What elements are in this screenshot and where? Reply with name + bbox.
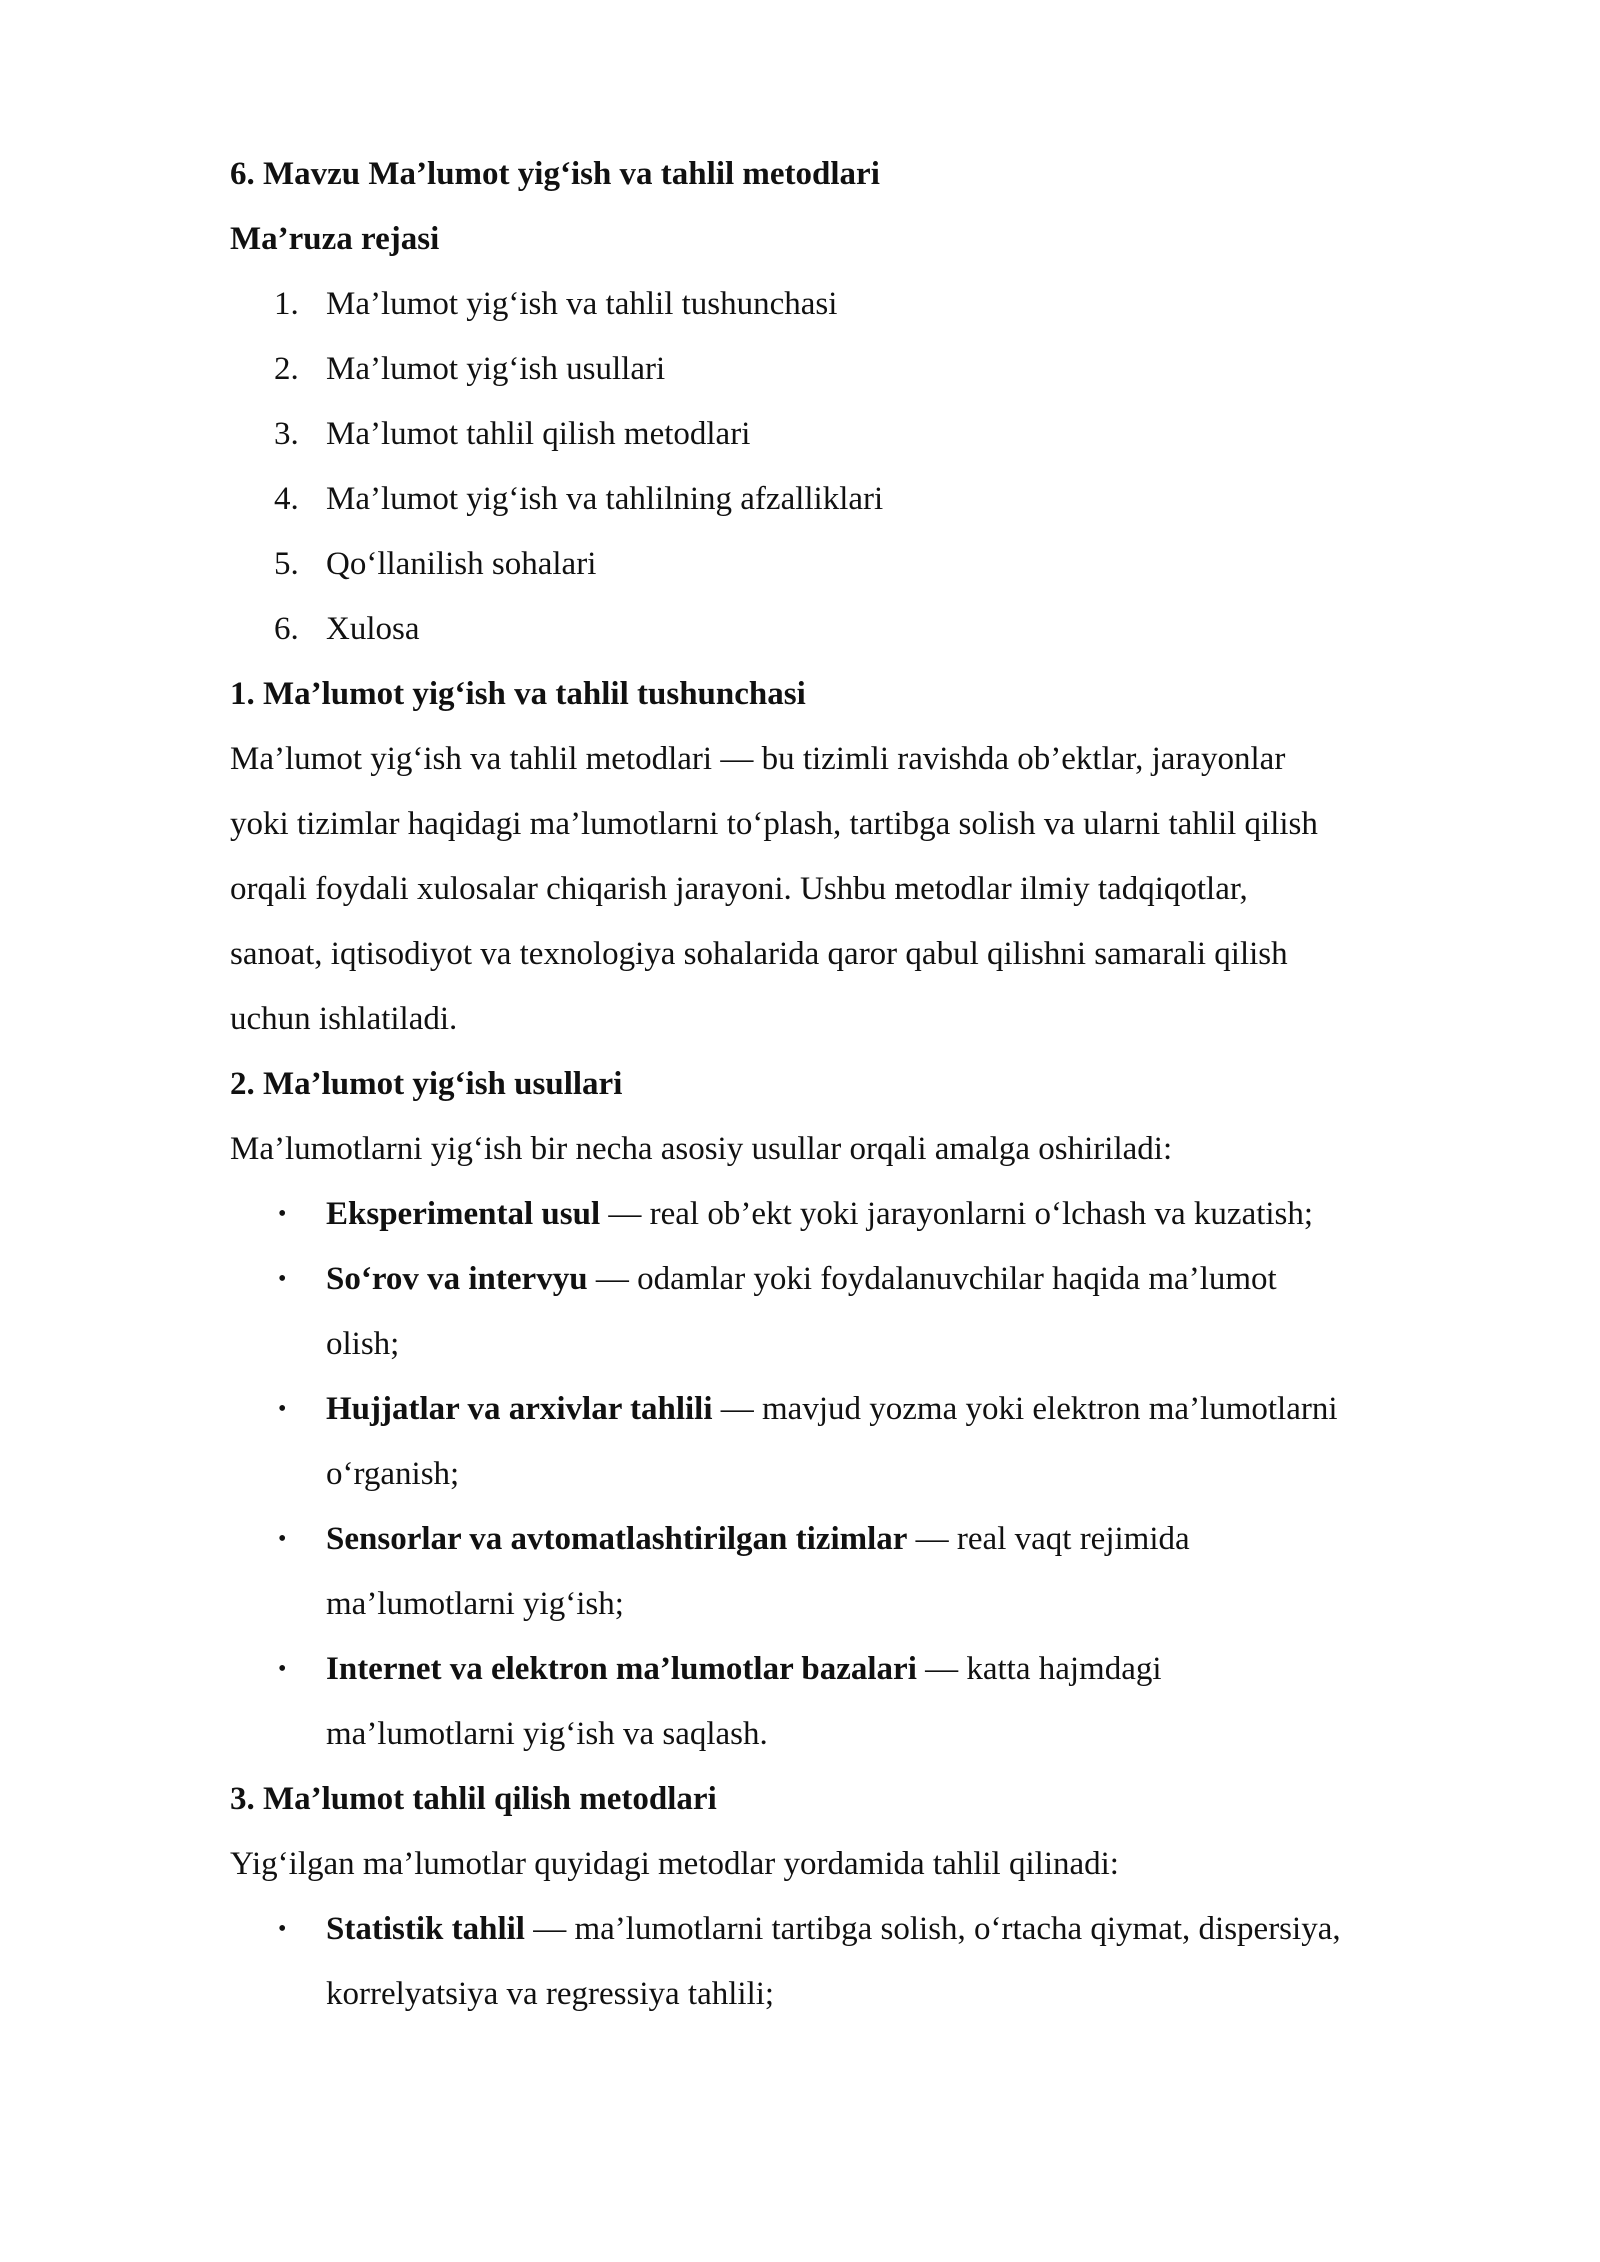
plan-list (230, 272, 1490, 662)
bullet-item (230, 1507, 1490, 1637)
bullet-text-continuation: ma’lumotlarni yig‘ish va saqlash. (326, 1716, 768, 1752)
bullet-item (230, 1637, 1490, 1767)
bullet-text: — ma’lumotlarni tartibga solish, o‘rtacha qiymat, dispersiya, (524, 1911, 1341, 1947)
plan-item-number: 1. (274, 286, 299, 322)
document-content (230, 142, 1490, 2027)
plan-item (230, 402, 1490, 467)
plan-item (230, 272, 1490, 337)
paragraph-line: orqali foydali xulosalar chiqarish jarayoni. Ushbu metodlar ilmiy tadqiqotlar, (230, 871, 1248, 907)
plan-item-number: 5. (274, 546, 299, 582)
section-3-heading: 3. Ma’lumot tahlil qilish metodlari (230, 1781, 717, 1817)
bullet-term: Internet va elektron ma’lumotlar bazalari (326, 1651, 917, 1687)
plan-item (230, 467, 1490, 532)
paragraph-line: yoki tizimlar haqidagi ma’lumotlarni to‘plash, tartibga solish va ularni tahlil qilish (230, 806, 1318, 842)
bullet-text-continuation: o‘rganish; (326, 1456, 460, 1492)
plan-item-text: Ma’lumot yig‘ish va tahlilning afzalliklari (326, 481, 884, 517)
plan-item-number: 2. (274, 351, 299, 387)
paragraph-line: sanoat, iqtisodiyot va texnologiya sohalarida qaror qabul qilishni samarali qilish (230, 936, 1288, 972)
section-3-intro: Yig‘ilgan ma’lumotlar quyidagi metodlar yordamida tahlil qilinadi: (230, 1846, 1119, 1882)
bullet-text: — real ob’ekt yoki jarayonlarni o‘lchash va kuzatish; (600, 1196, 1314, 1232)
bullet-text: — real vaqt rejimida (907, 1521, 1190, 1557)
paragraph-line: uchun ishlatiladi. (230, 1001, 458, 1037)
bullet-text-continuation: ma’lumotlarni yig‘ish; (326, 1586, 624, 1622)
bullet-text-continuation: korrelyatsiya va regressiya tahlili; (326, 1976, 775, 2012)
bullet-term: Hujjatlar va arxivlar tahlili (326, 1391, 713, 1427)
plan-item-text: Ma’lumot yig‘ish va tahlil tushunchasi (326, 286, 838, 322)
plan-item-text: Qo‘llanilish sohalari (326, 546, 597, 582)
bullet-item (230, 1377, 1490, 1507)
section-1-heading: 1. Ma’lumot yig‘ish va tahlil tushunchasi (230, 676, 806, 712)
bullet-text-continuation: olish; (326, 1326, 400, 1362)
section-2-intro: Ma’lumotlarni yig‘ish bir necha asosiy usullar orqali amalga oshiriladi: (230, 1131, 1173, 1167)
plan-item (230, 337, 1490, 402)
plan-item-text: Xulosa (326, 611, 420, 647)
bullet-item (230, 1247, 1490, 1377)
bullet-icon: • (278, 1266, 287, 1292)
bullet-icon: • (278, 1916, 287, 1942)
plan-item-text: Ma’lumot tahlil qilish metodlari (326, 416, 751, 452)
bullet-text: — katta hajmdagi (916, 1651, 1162, 1687)
plan-item-number: 6. (274, 611, 299, 647)
plan-item-text: Ma’lumot yig‘ish usullari (326, 351, 666, 387)
bullet-term: So‘rov va intervyu (326, 1261, 588, 1297)
plan-item (230, 597, 1490, 662)
plan-heading: Ma’ruza rejasi (230, 221, 440, 257)
bullet-icon: • (278, 1396, 287, 1422)
bullet-icon: • (278, 1656, 287, 1682)
bullet-term: Statistik tahlil (326, 1911, 525, 1947)
section-2-bullet-list (230, 1182, 1490, 1767)
bullet-text: — odamlar yoki foydalanuvchilar haqida ma’lumot (587, 1261, 1277, 1297)
section-3-bullet-list (230, 1897, 1490, 2027)
plan-item-number: 3. (274, 416, 299, 452)
section-1-paragraph (230, 727, 1490, 1052)
bullet-icon: • (278, 1526, 287, 1552)
plan-item-number: 4. (274, 481, 299, 517)
bullet-item (230, 1182, 1490, 1247)
bullet-text: — mavjud yozma yoki elektron ma’lumotlarni (712, 1391, 1338, 1427)
plan-item (230, 532, 1490, 597)
section-2-heading: 2. Ma’lumot yig‘ish usullari (230, 1066, 623, 1102)
bullet-term: Sensorlar va avtomatlashtirilgan tizimlar (326, 1521, 908, 1557)
bullet-item (230, 1897, 1490, 2027)
paragraph-line: Ma’lumot yig‘ish va tahlil metodlari — bu tizimli ravishda ob’ektlar, jarayonlar (230, 741, 1286, 777)
bullet-icon: • (278, 1201, 287, 1227)
bullet-term: Eksperimental usul (326, 1196, 601, 1232)
page-title: 6. Mavzu Ma’lumot yig‘ish va tahlil metodlari (230, 156, 880, 192)
